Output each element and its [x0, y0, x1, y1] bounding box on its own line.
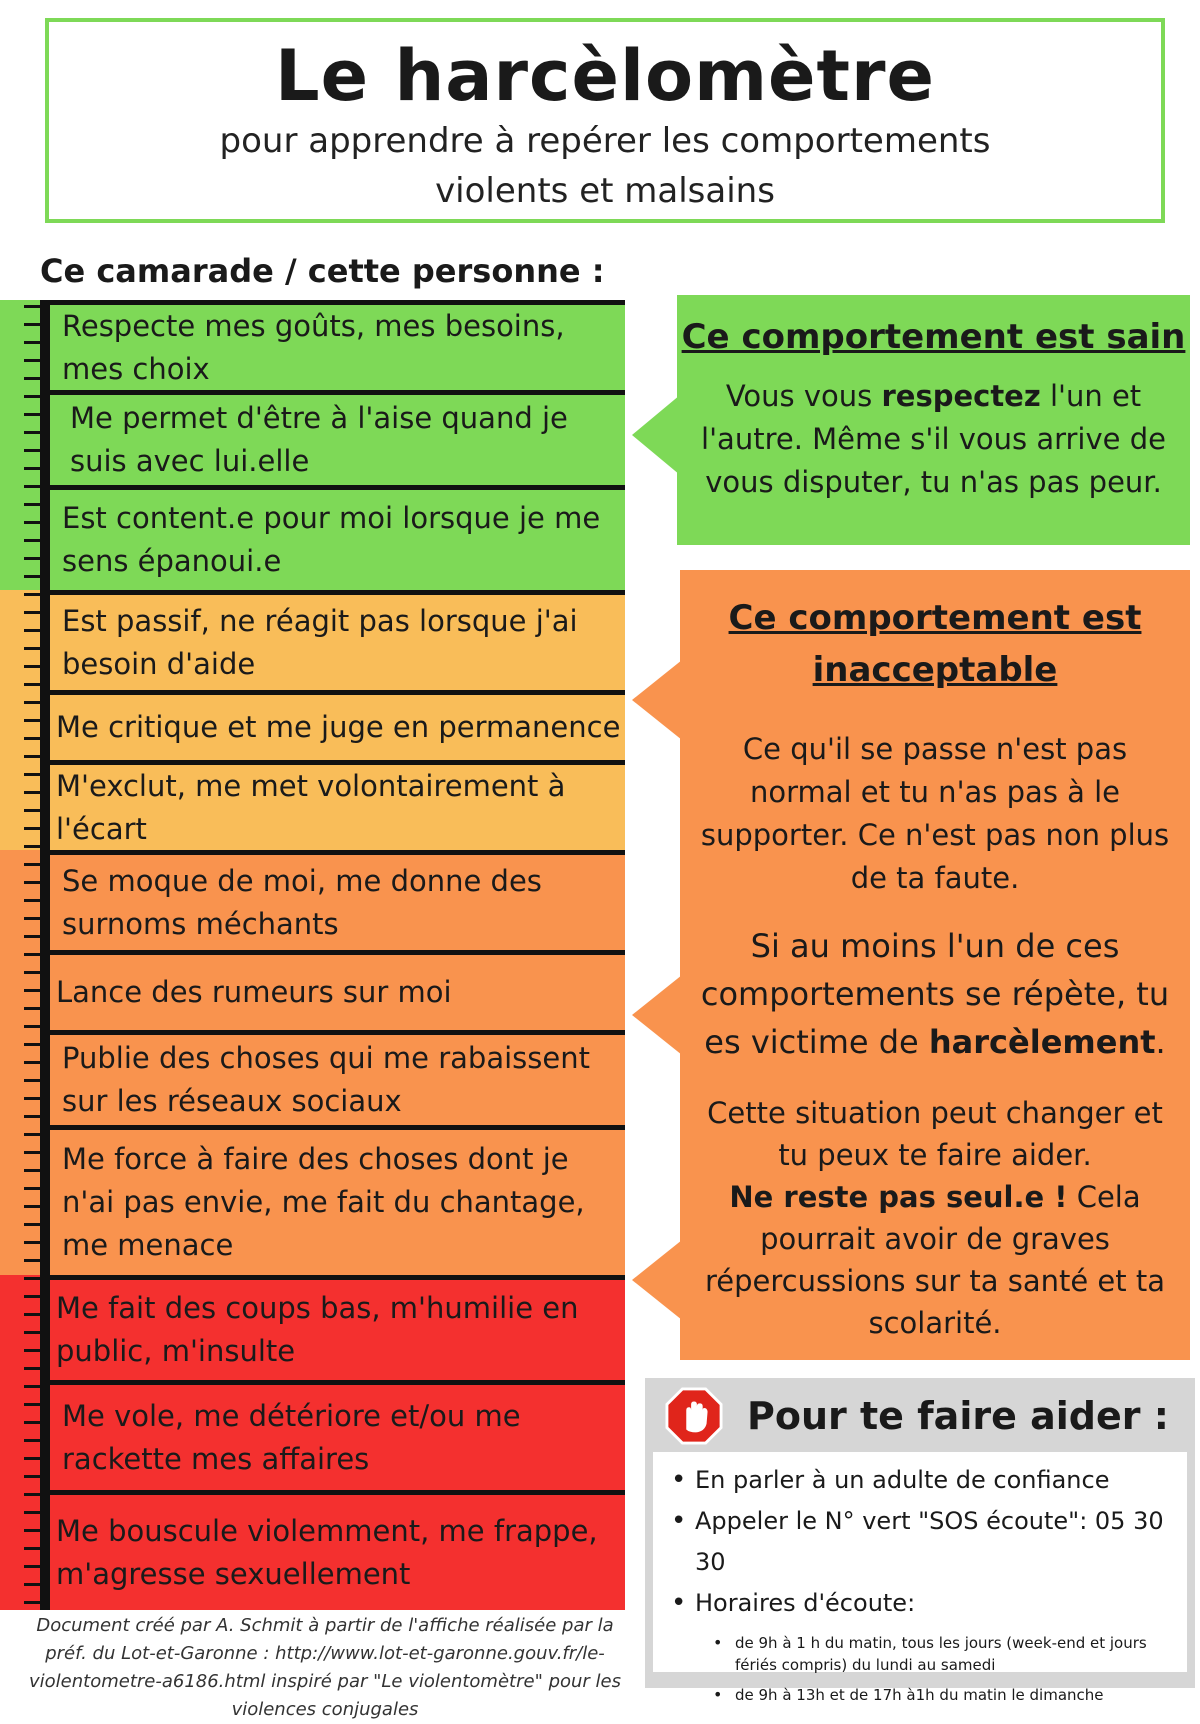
- behavior-row: [50, 1275, 625, 1380]
- behavior-text: Est content.e pour moi lorsque je me: [62, 501, 601, 535]
- healthy-text: [677, 375, 1190, 504]
- subtitle-line-2: violents et malsains: [435, 171, 775, 211]
- help-title: Pour te faire aider :: [747, 1394, 1169, 1438]
- behavior-text: m'agresse sexuellement: [56, 1556, 411, 1591]
- unacceptable-box: [680, 570, 1190, 1360]
- behavior-text: Publie des choses qui me rabaissent: [62, 1041, 590, 1075]
- help-content: [653, 1452, 1187, 1704]
- help-item: • En parler à un adulte de confiance: [667, 1460, 1173, 1501]
- dont-stay-alone-bold: Ne reste pas seul.e !: [729, 1180, 1068, 1214]
- unacceptable-paragraph-2: [680, 922, 1190, 1066]
- hours-list: [707, 1632, 1173, 1706]
- behavior-row: [50, 485, 625, 590]
- behavior-text: surnoms méchants: [62, 906, 339, 941]
- unacceptable-title-line-1: Ce comportement est: [728, 598, 1142, 638]
- behavior-row: [50, 590, 625, 690]
- behavior-text: Est passif, ne réagit pas lorsque j'ai: [62, 603, 578, 638]
- help-list: [667, 1460, 1173, 1624]
- behavior-text: besoin d'aide: [62, 646, 256, 681]
- behavior-text: suis avec lui.elle: [70, 444, 310, 478]
- healthy-title: Ce comportement est sain: [681, 317, 1186, 357]
- behavior-row: [50, 1125, 625, 1275]
- behavior-text: l'écart: [56, 811, 147, 846]
- behavior-text: me menace: [62, 1228, 234, 1262]
- behavior-row: [50, 950, 625, 1030]
- harassment-bold: harcèlement: [928, 1023, 1156, 1061]
- behavior-text: Me bouscule violemment, me frappe,: [56, 1513, 598, 1548]
- paragraph-part: Cela pourrait avoir de graves répercussions sur ta santé et ta scolarité.: [705, 1180, 1165, 1340]
- behavior-row: [50, 760, 625, 850]
- healthy-text-part: l'un et l'autre. Même s'il vous arrive de vous disputer, tu n'as pas peur.: [701, 379, 1166, 499]
- behavior-text: rackette mes affaires: [62, 1441, 370, 1476]
- unacceptable-paragraph-1: Ce qu'il se passe n'est pas normal et tu n'as pas à le supporter. Ce n'est pas non plus de ta faute.: [700, 732, 1170, 895]
- hours-item: • de 9h à 13h et de 17h à1h du matin le dimanche: [707, 1684, 1173, 1706]
- lead-heading: Ce camarade / cette personne :: [40, 252, 605, 290]
- behavior-text: Me permet d'être à l'aise quand je: [70, 401, 568, 435]
- page-title: Le harcèlomètre: [275, 35, 935, 117]
- healthy-text-part: Vous vous: [725, 379, 882, 413]
- behavior-row: [50, 1030, 625, 1125]
- behavior-text: Me critique et me juge en permanence: [56, 710, 621, 744]
- behavior-row: [50, 850, 625, 950]
- ruler-bar: [40, 300, 50, 1610]
- behavior-text: Me force à faire des choses dont je: [62, 1142, 569, 1176]
- help-item: • Horaires d'écoute:: [667, 1583, 1173, 1624]
- unacceptable-paragraph-3: [680, 1092, 1190, 1344]
- behavior-text: Me fait des coups bas, m'humilie en: [56, 1291, 579, 1325]
- behavior-row: [50, 1380, 625, 1490]
- behavior-text: n'ai pas envie, me fait du chantage,: [62, 1185, 585, 1219]
- stop-hand-icon: [665, 1387, 723, 1445]
- help-header: [653, 1386, 1187, 1446]
- behavior-text: sur les réseaux sociaux: [62, 1084, 402, 1118]
- hours-item: • de 9h à 1 h du matin, tous les jours (week-end et jours fériés compris) du lundi au samedi: [707, 1632, 1173, 1676]
- behavior-row: [50, 300, 625, 390]
- behavior-row: [50, 690, 625, 760]
- paragraph-part: .: [1155, 1023, 1166, 1061]
- behavior-text: Me vole, me détériore et/ou me: [62, 1398, 521, 1433]
- behavior-text: mes choix: [62, 351, 210, 386]
- credit-note: Document créé par A. Schmit à partir de l'affiche réalisée par la préf. du Lot-et-Garonne : http://www.lot-et-garonne.gouv.fr/le-violentometre-a6186.html inspiré par "Le violentomètre" pour les violences conjugales: [28, 1615, 621, 1720]
- speech-arrow-healthy: [632, 395, 680, 475]
- paragraph-part: Si au moins l'un de ces comportements se répète, tu es victime de: [700, 927, 1170, 1061]
- speech-arrow-unacceptable: [632, 1240, 682, 1320]
- help-item: • Appeler le N° vert "SOS écoute": 05 30 30: [667, 1501, 1173, 1583]
- speech-arrow-unacceptable: [632, 660, 682, 740]
- behavior-text: Lance des rumeurs sur moi: [56, 975, 452, 1009]
- unacceptable-title-line-2: inacceptable: [812, 650, 1058, 690]
- help-box: [645, 1378, 1195, 1704]
- behavior-text: M'exclut, me met volontairement à: [56, 768, 566, 803]
- header-box: [45, 18, 1165, 223]
- subtitle-line-1: pour apprendre à repérer les comportements: [219, 121, 991, 161]
- healthy-box: [677, 295, 1190, 545]
- behavior-text: Respecte mes goûts, mes besoins,: [62, 308, 565, 343]
- healthy-text-bold: respectez: [881, 379, 1041, 413]
- behavior-row: [50, 1490, 625, 1610]
- behavior-row: [50, 390, 625, 485]
- behavior-text: Se moque de moi, me donne des: [62, 863, 542, 898]
- paragraph-part: Cette situation peut changer et tu peux te faire aider.: [707, 1096, 1163, 1172]
- behavior-text: sens épanoui.e: [62, 544, 282, 578]
- speech-arrow-unacceptable: [632, 975, 682, 1055]
- behavior-text: public, m'insulte: [56, 1334, 296, 1368]
